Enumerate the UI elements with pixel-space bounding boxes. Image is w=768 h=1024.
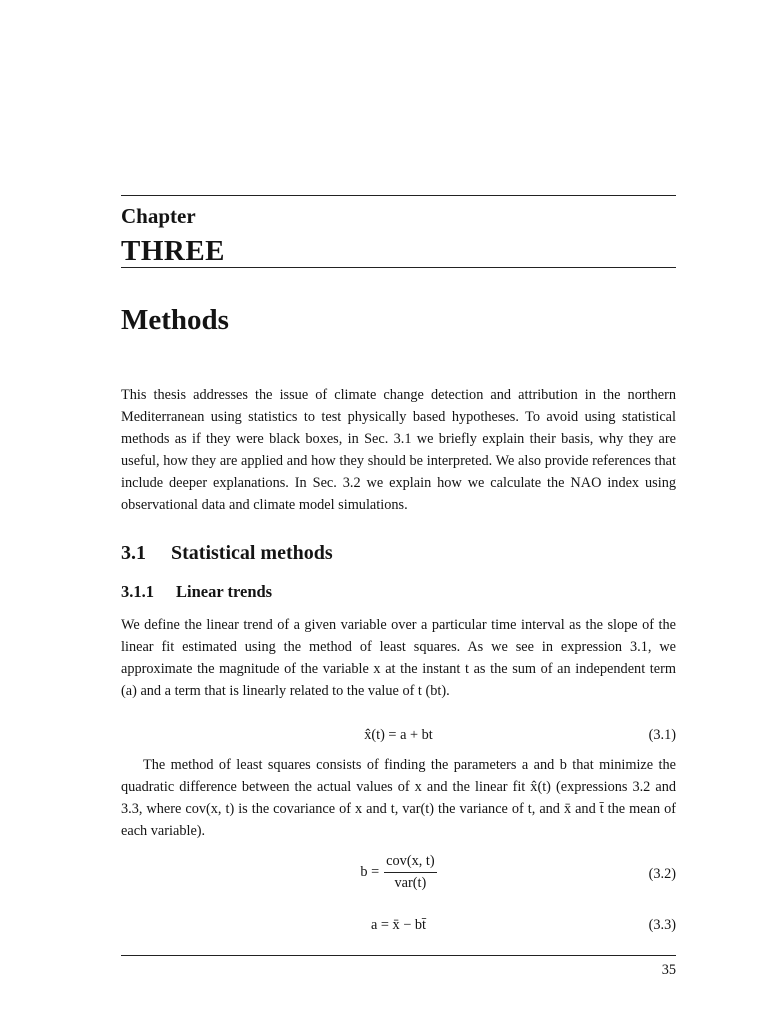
least-squares-paragraph: The method of least squares consists of finding the parameters a and b that minimize the quadratic difference between the actual values of x and the linear fit x̂(t) (expressions 3.2 and 3.3, where cov(x, t) is the covariance of x and t, var(t) the variance of t, and x̄ and t̄ the mean of each variable). (121, 757, 676, 839)
linear-trend-paragraph: We define the linear trend of a given variable over a particular time interval as the slope of the linear fit estimated using the method of least squares. As we see in expression 3.1, we approximate the magnitude of the variable x at the instant t as the sum of an independent term (a) and a term that is linearly related to the value of t (bt). (121, 617, 676, 699)
chapter-title: Methods (121, 304, 229, 336)
chapter-number: THREE (121, 235, 226, 267)
intro-paragraph: This thesis addresses the issue of climate change detection and attribution in the northern Mediterranean using statistics to test physically based hypotheses. To avoid using statistical methods as if they were black boxes, in Sec. 3.1 we briefly explain their basis, why they are useful, how they are applied and how they should be interpreted. We also provide references that include deeper explanations. In Sec. 3.2 we explain how we calculate the NAO index using observational data and climate model simulations. (121, 387, 676, 513)
subsection-title: Linear trends (176, 582, 273, 601)
equation-3-2-fraction (384, 852, 436, 893)
equation-3-3-label: (3.3) (648, 917, 676, 933)
section-title: Statistical methods (171, 542, 333, 564)
chapter-middle-rule (121, 267, 676, 268)
equation-3-3-body: a = x̄ − bt̄ (370, 917, 427, 933)
equation-3-2-body (121, 852, 676, 893)
equation-3-2-denominator: var(t) (394, 875, 427, 891)
equation-3-2 (121, 852, 676, 896)
subsection-number: 3.1.1 (121, 582, 154, 601)
equation-3-2-label: (3.2) (648, 866, 676, 882)
section-heading (121, 540, 333, 566)
equation-3-2-numerator: cov(x, t) (384, 852, 436, 873)
footer-rule (121, 955, 676, 956)
equation-3-3 (121, 914, 676, 936)
chapter-top-rule (121, 195, 676, 196)
chapter-label: Chapter (121, 204, 196, 228)
page-number: 35 (661, 962, 676, 978)
equation-3-1-label: (3.1) (648, 727, 676, 743)
equation-3-2-lhs: b = (360, 864, 380, 880)
equation-3-1 (121, 724, 676, 746)
section-number: 3.1 (121, 542, 146, 564)
equation-3-1-body: x̂(t) = a + bt (364, 727, 433, 743)
subsection-heading (121, 581, 272, 603)
